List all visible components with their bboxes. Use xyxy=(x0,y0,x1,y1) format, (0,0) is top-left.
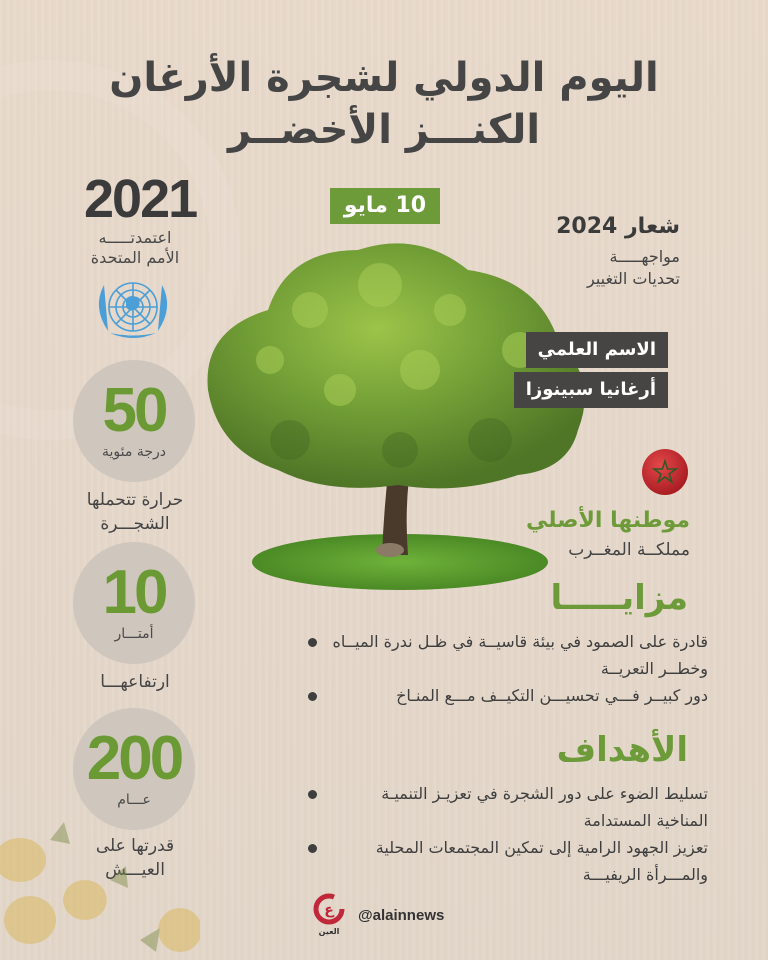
stat-caption-height xyxy=(60,670,210,694)
advantages-title: مزايـــــا xyxy=(550,578,688,618)
bullet-icon xyxy=(308,638,317,647)
adoption-caption xyxy=(70,228,200,268)
footer xyxy=(310,890,444,940)
stat-circle-temperature xyxy=(73,360,195,482)
morocco-flag-icon xyxy=(640,447,690,497)
stat-number: 50 xyxy=(102,376,166,445)
stat-caption-line: حرارة تتحملها xyxy=(86,490,184,510)
stat-circle-height xyxy=(73,542,195,664)
stat-caption-temperature xyxy=(60,488,210,536)
origin-title: موطنها الأصلي xyxy=(526,508,690,533)
title-line-1: اليوم الدولي لشجرة الأرغان xyxy=(109,55,659,101)
bullet-icon xyxy=(308,844,317,853)
advantages-list xyxy=(308,628,708,709)
scientific-name-value: أرغانيا سبينوزا xyxy=(514,372,668,408)
slogan-line-1: مواجهـــــة xyxy=(609,247,680,266)
slogan-title: شعار 2024 xyxy=(556,214,680,239)
list-item xyxy=(308,780,708,834)
un-emblem-icon xyxy=(90,275,176,343)
adoption-caption-line-2: الأمم المتحدة xyxy=(90,248,180,267)
goals-list xyxy=(308,780,708,888)
list-item-text: تسليط الضوء على دور الشجرة في تعزيـز التنميـة المناخية المستدامة xyxy=(381,784,708,830)
adoption-year: 2021 xyxy=(84,169,197,229)
svg-text:العين: العين xyxy=(318,927,340,936)
date-badge: 10 مايو xyxy=(330,188,440,224)
page-title xyxy=(0,52,768,156)
list-item xyxy=(308,682,708,709)
stat-caption-line: العيـــش xyxy=(105,860,165,880)
stat-unit: درجة مئوية xyxy=(102,444,166,460)
slogan-line-2: تحديات التغيير xyxy=(586,269,680,288)
stat-number: 200 xyxy=(86,724,182,793)
list-item xyxy=(308,834,708,888)
stat-circle-lifespan xyxy=(73,708,195,830)
list-item-text: تعزيز الجهود الرامية إلى تمكين المجتمعات المحلية والمـــرأة الريفيـــة xyxy=(375,838,708,884)
alain-logo-icon xyxy=(310,893,348,937)
stat-number: 10 xyxy=(102,558,166,627)
bullet-icon xyxy=(308,790,317,799)
argan-tree-illustration xyxy=(190,240,610,600)
list-item-text: دور كبيــر فـــي تحسيـــن التكيــف مـــع المنـاخ xyxy=(396,686,708,705)
stat-unit: أمتـــار xyxy=(114,626,154,642)
social-handle[interactable]: @alainnews xyxy=(358,906,445,924)
title-line-2: الكنـــز الأخضــر xyxy=(227,107,541,153)
stat-unit: عـــام xyxy=(117,792,151,808)
stat-caption-line: ارتفاعهـــا xyxy=(100,672,170,692)
goals-title: الأهداف xyxy=(556,730,688,770)
origin-value: مملكــة المغــرب xyxy=(568,540,690,560)
adoption-caption-line-1: اعتمدتـــــه xyxy=(98,228,172,247)
argan-fruit-decoration xyxy=(0,820,200,960)
stat-caption-line: الشجـــرة xyxy=(100,514,170,534)
bullet-icon xyxy=(308,692,317,701)
stat-caption-line: قدرتها على xyxy=(95,836,175,856)
list-item xyxy=(308,628,708,682)
list-item-text: قادرة على الصمود في بيئة قاسيــة في ظـل ندرة الميــاه وخطــر التعريــة xyxy=(332,632,708,678)
scientific-name-label: الاسم العلمي xyxy=(526,332,668,368)
svg-text:ع: ع xyxy=(324,902,334,918)
